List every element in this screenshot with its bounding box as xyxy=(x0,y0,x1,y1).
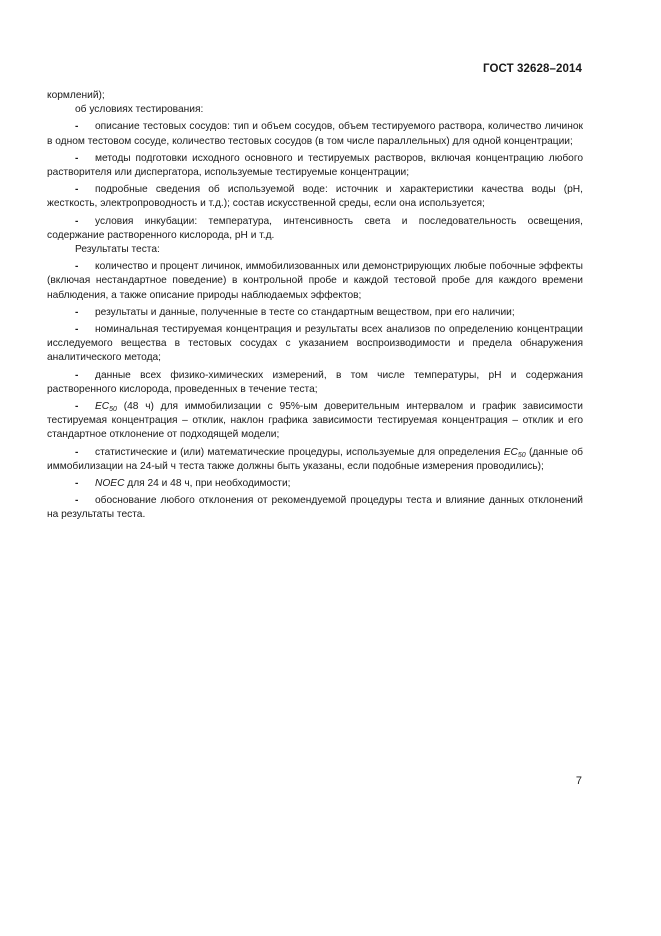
list-item-text: методы подготовки исходного основного и тестируемых растворов, включая концентрацию любого растворителя или диспергатора, используемые тестируемые концентрации; xyxy=(47,152,583,179)
dash-bullet: - xyxy=(75,495,79,507)
list-item-text: подробные сведения об используемой воде: источник и характеристики качества воды (рН, жесткость, электропроводность и т.д.); состав искусственной среды, если она используется; xyxy=(47,184,583,210)
list-item xyxy=(47,260,583,303)
list-item xyxy=(47,306,583,320)
ec-subscript: 50 xyxy=(517,451,526,459)
list-item xyxy=(47,323,583,366)
document-header: ГОСТ 32628–2014 xyxy=(482,63,582,75)
list-item-text: для 24 и 48 ч, при необходимости; xyxy=(124,478,291,490)
ec-abbreviation: EC xyxy=(503,446,518,458)
results-heading: Результаты теста: xyxy=(75,244,160,256)
dash-bullet: - xyxy=(75,446,79,458)
ec-subscript: 50 xyxy=(109,406,117,414)
list-item-text: описание тестовых сосудов: тип и объем сосудов, объем тестируемого раствора, количество личинок в одном тестовом сосуде, количество тестовых сосудов (в том числе параллельных) для одной концентрации; xyxy=(47,121,583,147)
noec-abbreviation: NOEC xyxy=(95,478,125,490)
conditions-heading: об условиях тестирования: xyxy=(75,104,204,116)
list-item-ec50 xyxy=(47,400,583,443)
list-item-text: условия инкубации: температура, интенсивность света и последовательность освещения, содержание растворенного кислорода, рН и т.д. xyxy=(47,215,583,241)
list-item xyxy=(47,152,583,180)
dash-bullet: - xyxy=(75,478,79,490)
list-item-statistics xyxy=(47,446,583,474)
list-item xyxy=(47,120,583,148)
list-item xyxy=(47,494,583,522)
dash-bullet: - xyxy=(75,401,79,413)
list-item-text: обоснование любого отклонения от рекомендуемой процедуры теста и влияние данных отклонений на результаты теста. xyxy=(47,495,583,521)
dash-bullet: - xyxy=(75,152,79,164)
list-item xyxy=(47,215,583,243)
dash-bullet: - xyxy=(75,306,79,318)
list-item xyxy=(47,369,583,397)
continuation-text: кормлений); xyxy=(47,90,105,101)
list-item-text: количество и процент личинок, иммобилизованных или демонстрирующих любые побочные эффекты (включая нестандартное поведение) в контрольной пробе и каждой тестовой пробе для каждого времени наблюдения, а также описание природы наблюдаемых эффектов; xyxy=(47,261,583,301)
dash-bullet: - xyxy=(75,324,79,336)
list-item xyxy=(47,183,583,211)
dash-bullet: - xyxy=(75,184,79,196)
dash-bullet: - xyxy=(75,261,79,273)
dash-bullet: - xyxy=(75,369,79,381)
list-item-text: (48 ч) для иммобилизации с 95%-ым доверительным интервалом и график зависимости тестируемая концентрация – отклик, наклон графика зависимости тестируемая концентрация – отклик и его стандартное отклонение от подходящей модели; xyxy=(47,401,583,441)
list-item-noec xyxy=(47,477,583,491)
list-item-text: статистические и (или) математические процедуры, используемые для определения xyxy=(95,446,504,458)
list-item-text: (данные об иммобилизации на 24-ый ч теста также должны быть указаны, если подобные измерения проводились); xyxy=(47,446,584,472)
dash-bullet: - xyxy=(75,121,79,133)
ec-abbreviation: EC xyxy=(95,401,110,413)
list-item-text: номинальная тестируемая концентрация и результаты всех анализов по определению концентрации исследуемого вещества в тестовых сосудах с указанием воспроизводимости и предела обнаружения аналитического метода; xyxy=(47,324,583,364)
list-item-text: результаты и данные, полученные в тесте со стандартным веществом, при его наличии; xyxy=(95,306,515,318)
page-number: 7 xyxy=(575,775,582,787)
dash-bullet: - xyxy=(75,215,79,227)
document-body xyxy=(47,89,583,523)
list-item-text: данные всех физико-химических измерений, в том числе температуры, рН и содержания растворенного кислорода, проведенных в течение теста; xyxy=(47,369,583,395)
